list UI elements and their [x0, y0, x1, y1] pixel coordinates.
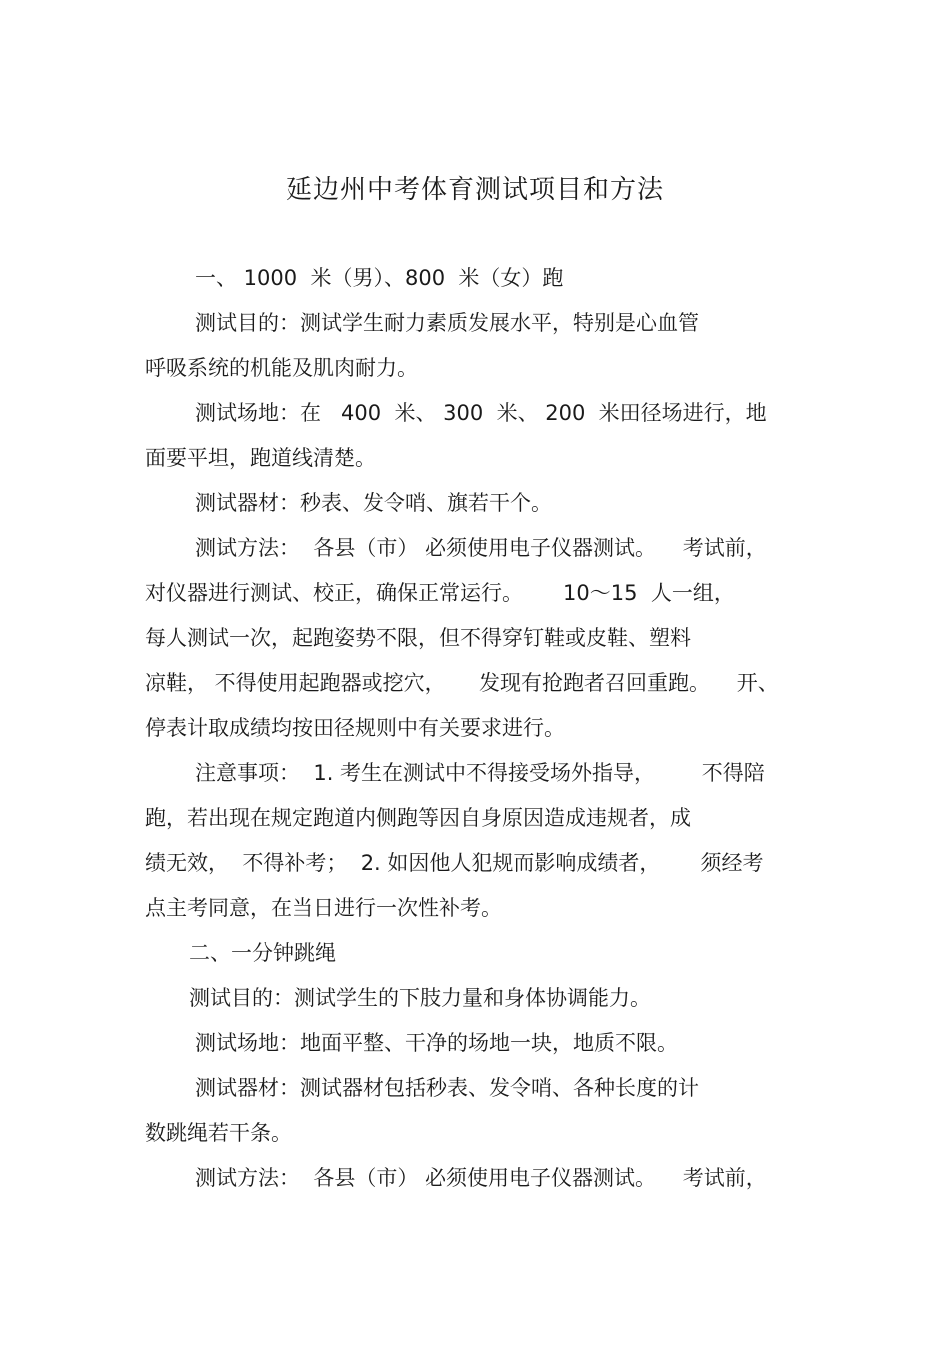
paragraph-line: 凉鞋， 不得使用起跑器或挖穴， 发现有抢跑者召回重跑。 开、 [145, 671, 779, 695]
paragraph-line: 测试方法： 各县（市） 必须使用电子仪器测试。 考试前， [195, 1166, 767, 1190]
paragraph-line: 面要平坦，跑道线清楚。 [145, 446, 376, 470]
paragraph-line: 测试目的：测试学生的下肢力量和身体协调能力。 [189, 986, 651, 1010]
paragraph-line: 呼吸系统的机能及肌肉耐力。 [145, 356, 418, 380]
paragraph-line: 测试场地：在 400 米、 300 米、 200 米田径场进行，地 [195, 401, 767, 425]
paragraph-line: 每人测试一次，起跑姿势不限，但不得穿钉鞋或皮鞋、塑料 [145, 626, 691, 650]
paragraph-line: 测试场地：地面平整、干净的场地一块，地质不限。 [195, 1031, 678, 1055]
paragraph-line: 跑，若出现在规定跑道内侧跑等因自身原因造成违规者，成 [145, 806, 691, 830]
paragraph-line: 停表计取成绩均按田径规则中有关要求进行。 [145, 716, 565, 740]
paragraph-line: 测试器材：测试器材包括秒表、发令哨、各种长度的计 [195, 1076, 699, 1100]
paragraph-line: 对仪器进行测试、校正，确保正常运行。 10～15 人一组， [145, 581, 735, 605]
paragraph-line: 点主考同意，在当日进行一次性补考。 [145, 896, 502, 920]
document-title: 延边州中考体育测试项目和方法 [285, 175, 664, 205]
section-heading-jump-rope: 二、一分钟跳绳 [189, 941, 336, 965]
paragraph-line: 测试器材：秒表、发令哨、旗若干个。 [195, 491, 552, 515]
paragraph-line: 测试方法： 各县（市） 必须使用电子仪器测试。 考试前， [195, 536, 767, 560]
paragraph-line: 数跳绳若干条。 [145, 1121, 292, 1145]
paragraph-line: 注意事项： 1. 考生在测试中不得接受场外指导， 不得陪 [195, 761, 765, 785]
paragraph-line: 绩无效， 不得补考； 2. 如因他人犯规而影响成绩者， 须经考 [145, 851, 764, 875]
paragraph-line: 测试目的：测试学生耐力素质发展水平，特别是心血管 [195, 311, 699, 335]
section-heading-running: 一、 1000 米（男）、800 米（女）跑 [195, 266, 564, 290]
